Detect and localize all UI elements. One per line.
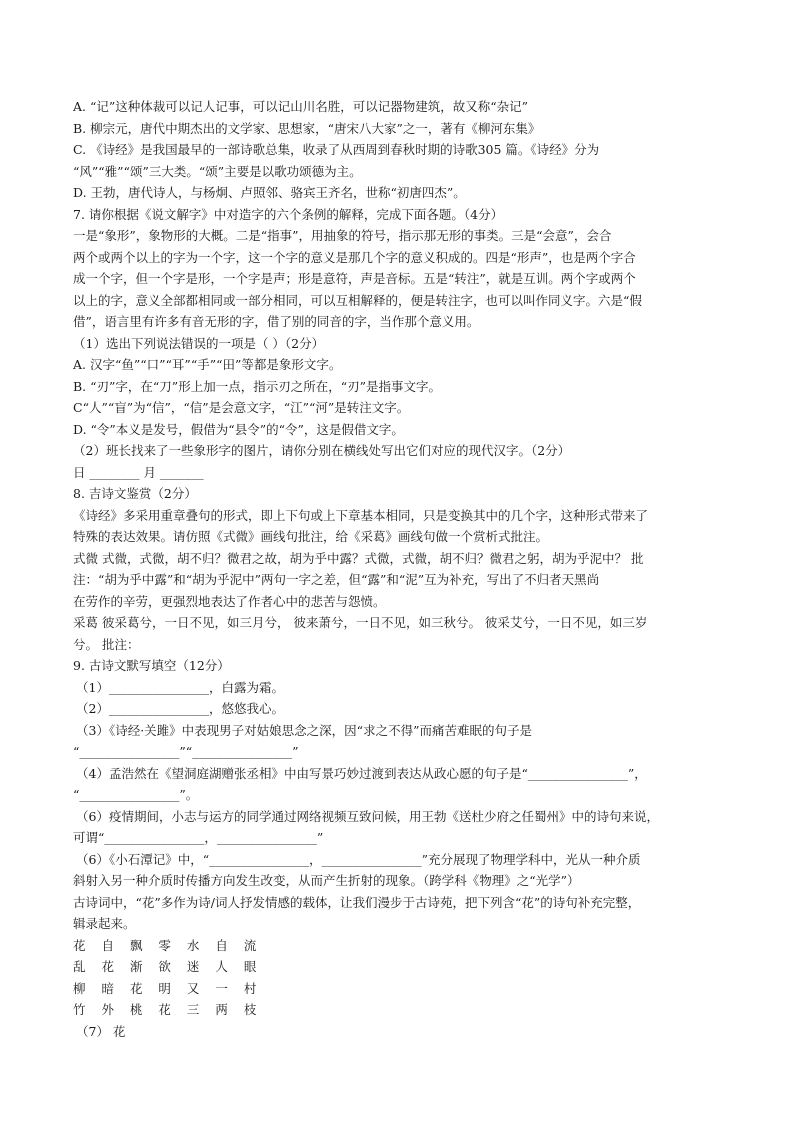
flower-grid-row: 柳 暗 花 明 又 一 村 bbox=[73, 980, 263, 996]
question-8-title: 8. 吉诗文鉴赏（2分） bbox=[73, 486, 197, 501]
exam-page bbox=[73, 96, 725, 1042]
q7-option-a: A. 汉字“鱼”“口”“耳”“手”“田”等都是象形文字。 bbox=[73, 357, 342, 372]
q7-sub2-prompt: （2）班长找来了一些象形字的图片，请你分别在横线处写出它们对应的现代汉字。（2分） bbox=[73, 443, 571, 458]
q9-item-3-blanks[interactable]: “________________”“________________” bbox=[73, 744, 299, 759]
q7-passage-line: 两个或两个以上的字为一个字，这一个字的意义是那几个字的意义积成的。四是“形声”，也是两个字合 bbox=[73, 249, 636, 265]
question-9-title: 9. 古诗文默写填空（12分） bbox=[73, 658, 230, 673]
flower-grid-row: 竹 外 桃 花 三 两 枝 bbox=[73, 1002, 263, 1017]
q9-item-6b-cont: 斜射入另一种介质时传播方向发生改变，从而产生折射的现象。（跨学科《物理》之“光学”） bbox=[73, 873, 580, 888]
q7-option-c: C“人”“盲”为“信”，“信”是会意文字，“江”“河”是转注文字。 bbox=[73, 400, 410, 415]
flower-grid-row: 花 自 飘 零 水 自 流 bbox=[73, 937, 263, 953]
q8-annotation-line: 注：“胡为乎中露”和“胡为乎泥中”两句一字之差，但“露”和“泥”互为补充，写出了不归者天黑尚 bbox=[73, 572, 600, 587]
flower-intro-cont: 辑录起来。 bbox=[73, 916, 136, 931]
q8-annotation-prompt[interactable]: 兮。 批注： bbox=[73, 636, 140, 652]
option-b-line: B. 柳宗元，唐代中期杰出的文学家、思想家，“唐宋八大家”之一，著有《柳河东集》 bbox=[73, 120, 541, 136]
q9-item-6a: （6）疫情期间，小志与运方的同学通过网络视频互致问候，用王勃《送杜少府之任蜀州》中的诗句来说， bbox=[76, 808, 659, 824]
q7-passage-line: 借”，语言里有许多有音无形的字，借了别的同音的字，当作那个意义用。 bbox=[73, 314, 480, 329]
q7-sub2-blanks[interactable]: 日 ________ 月 _______ bbox=[73, 464, 204, 480]
q7-passage-line: 一是“象形”，象物形的大概。二是“指事”，用抽象的符号，指示那无形的事类。三是“会意”，会合 bbox=[73, 228, 612, 243]
q7-sub1-prompt: （1）选出下列说法错误的一项是（ ）（2分） bbox=[73, 335, 325, 351]
option-c-line: C. 《诗经》是我国最早的一部诗歌总集，收录了从西周到春秋时期的诗歌305 篇。《诗经》分为 bbox=[73, 142, 600, 157]
q9-item-6b[interactable]: （6）《小石潭记》中，“________________，________________”充分展现了物理学科中，光从一种介质 bbox=[76, 851, 641, 867]
q7-passage-line: 成一个字，但一个字是形，一个字是声；形是意符，声是音标。五是“转注”，就是互训。两个字或两个 bbox=[73, 271, 636, 286]
flower-intro: 古诗词中，“花”多作为诗/词人抒发情感的载体，让我们漫步于古诗苑，把下列含“花”的诗句补充完整， bbox=[73, 894, 641, 910]
q7-option-b: B. “刃”字，在“刀”形上加一点，指示刃之所在，“刃”是指事文字。 bbox=[73, 378, 441, 394]
q7-passage-line: 以上的字，意义全部都相同或一部分相同，可以互相解释的，便是转注字，也可以叫作同义字。六是“假 bbox=[73, 292, 642, 308]
option-a-line: A. “记”这种体裁可以记人记事，可以记山川名胜，可以记器物建筑，故又称“杂记” bbox=[73, 99, 529, 114]
q9-item-6a-blanks[interactable]: 可谓“________________，________________” bbox=[73, 830, 324, 845]
q9-item-1[interactable]: （1）________________，白露为霜。 bbox=[76, 679, 284, 695]
q8-passage-line: 特殊的表达效果。请仿照《式微》画线句批注，给《采葛》画线句做一个赏析式批注。 bbox=[73, 529, 549, 544]
q8-passage-line: 《诗经》多采用重章叠句的形式，即上下句或上下章基本相同，只是变换其中的几个字，这种形式带来了 bbox=[73, 507, 649, 523]
q9-item-7: （7） 花 bbox=[76, 1023, 126, 1039]
flower-grid-row: 乱 花 渐 欲 迷 人 眼 bbox=[73, 959, 263, 974]
q9-item-4[interactable]: （4）孟浩然在《望洞庭湖赠张丞相》中由写景巧妙过渡到表达从政心愿的句子是“________________”， bbox=[76, 765, 647, 781]
option-d-line: D. 王勃，唐代诗人，与杨炯、卢照邻、骆宾王齐名，世称“初唐四杰”。 bbox=[73, 185, 466, 200]
q8-poem-shiwei: 式微 式微，式微，胡不归？微君之故，胡为乎中露？式微，式微，胡不归？微君之躬，胡为乎泥中？ 批 bbox=[73, 550, 644, 566]
q8-poem-caige: 采葛 彼采葛兮，一日不见，如三月兮， 彼来萧兮，一日不见，如三秋兮。 彼采艾兮，一日不见，如三岁 bbox=[73, 615, 648, 630]
q7-option-d: D. “令”本义是发号，假借为“县令”的“令”，这是假借文字。 bbox=[73, 421, 404, 437]
q8-annotation-line: 在劳作的辛劳，更强烈地表达了作者心中的悲苦与怨愤。 bbox=[73, 593, 386, 609]
option-c-line-cont: “风”“雅”“颂”三大类。“颂”主要是以歌功颂德为主。 bbox=[73, 163, 362, 179]
q9-item-2[interactable]: （2）________________，悠悠我心。 bbox=[76, 701, 284, 716]
question-7-title: 7. 请你根据《说文解字》中对造字的六个条例的解释，完成下面各题。（4分） bbox=[73, 206, 504, 222]
q9-item-3: （3）《诗经·关雎》中表现男子对姑娘思念之深，因“求之不得”而痛苦难眠的句子是 bbox=[76, 722, 532, 738]
q9-item-4-blank[interactable]: “________________”。 bbox=[73, 787, 199, 802]
